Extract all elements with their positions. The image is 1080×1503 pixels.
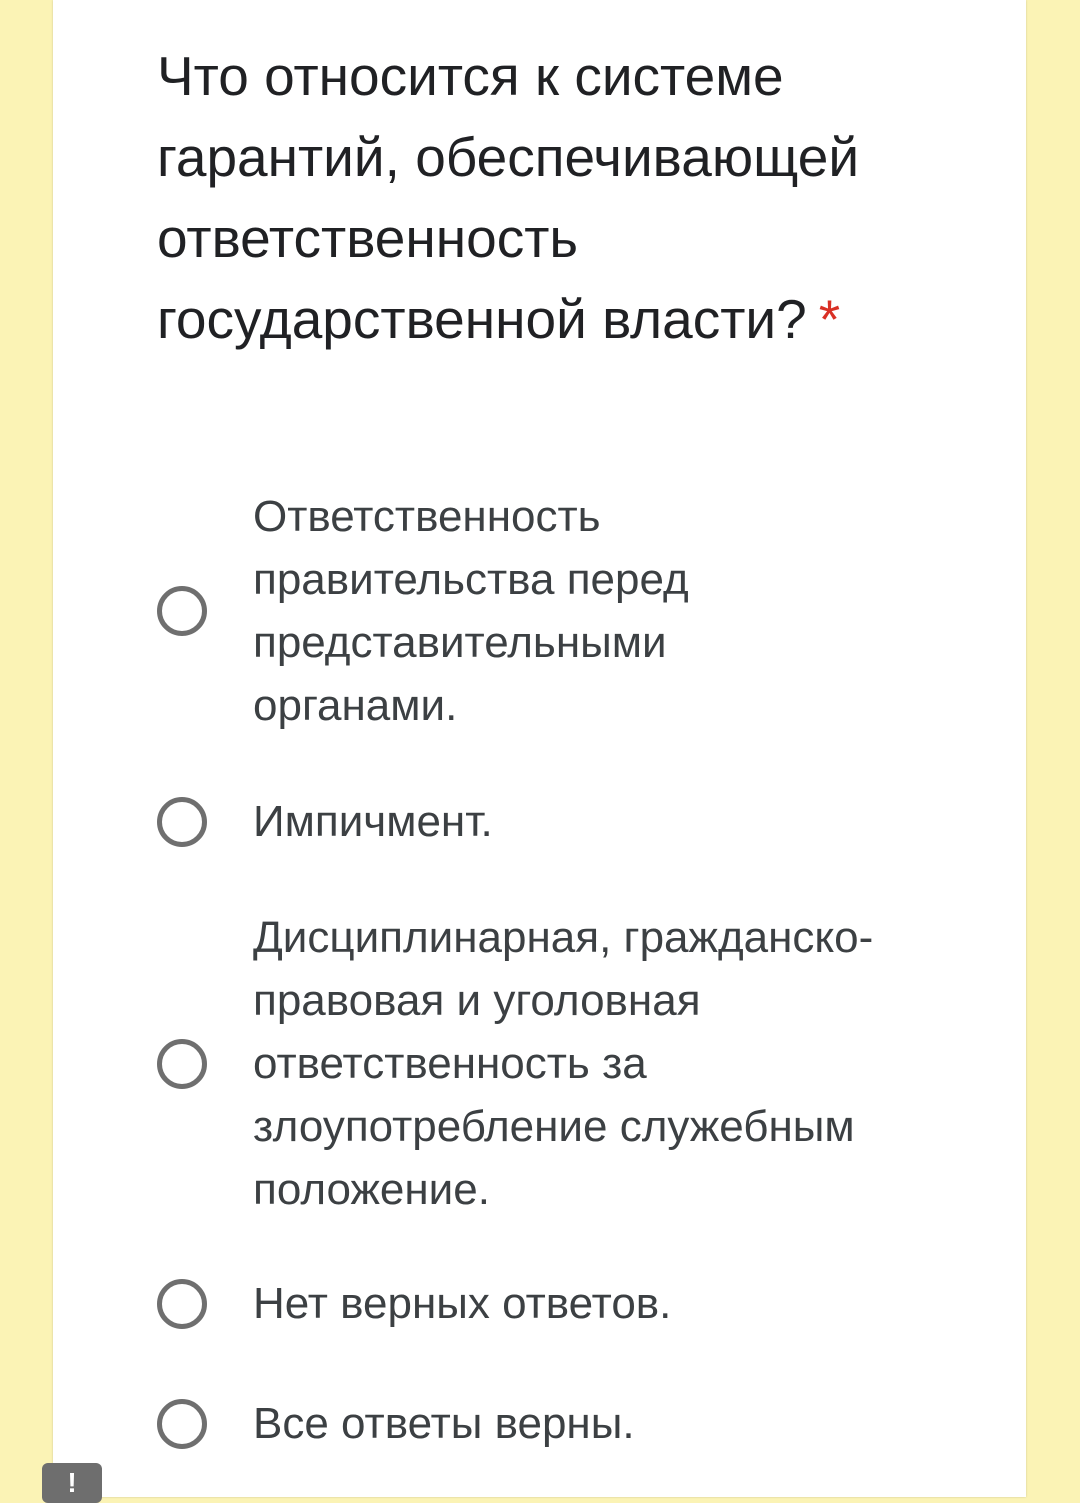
radio-button-icon[interactable] [157, 586, 207, 636]
option-label: Нет верных ответов. [253, 1279, 672, 1328]
radio-button-icon[interactable] [157, 1399, 207, 1449]
radio-button-icon[interactable] [157, 797, 207, 847]
radio-button-icon[interactable] [157, 1279, 207, 1329]
option-1[interactable] [157, 485, 997, 737]
option-2[interactable] [157, 790, 997, 853]
option-label: Импичмент. [253, 797, 493, 846]
option-label: Дисциплинарная, гражданско-правовая и уголовная ответственность за злоупотребление служебным положение. [253, 913, 874, 1214]
option-5[interactable] [157, 1392, 997, 1455]
radio-button-icon[interactable] [157, 1039, 207, 1089]
option-label: Ответственность правительства перед представительными органами. [253, 492, 689, 730]
exclamation-icon: ! [67, 1467, 77, 1498]
question-text: Что относится к системе гарантий, обеспечивающей ответственность государственной власти? [157, 45, 860, 350]
report-button[interactable] [42, 1463, 102, 1503]
required-asterisk: * [818, 288, 841, 350]
option-4[interactable] [157, 1272, 997, 1335]
option-label: Все ответы верны. [253, 1399, 635, 1448]
question-title [157, 36, 957, 360]
question-card [53, 0, 1026, 1497]
option-3[interactable] [157, 906, 997, 1221]
